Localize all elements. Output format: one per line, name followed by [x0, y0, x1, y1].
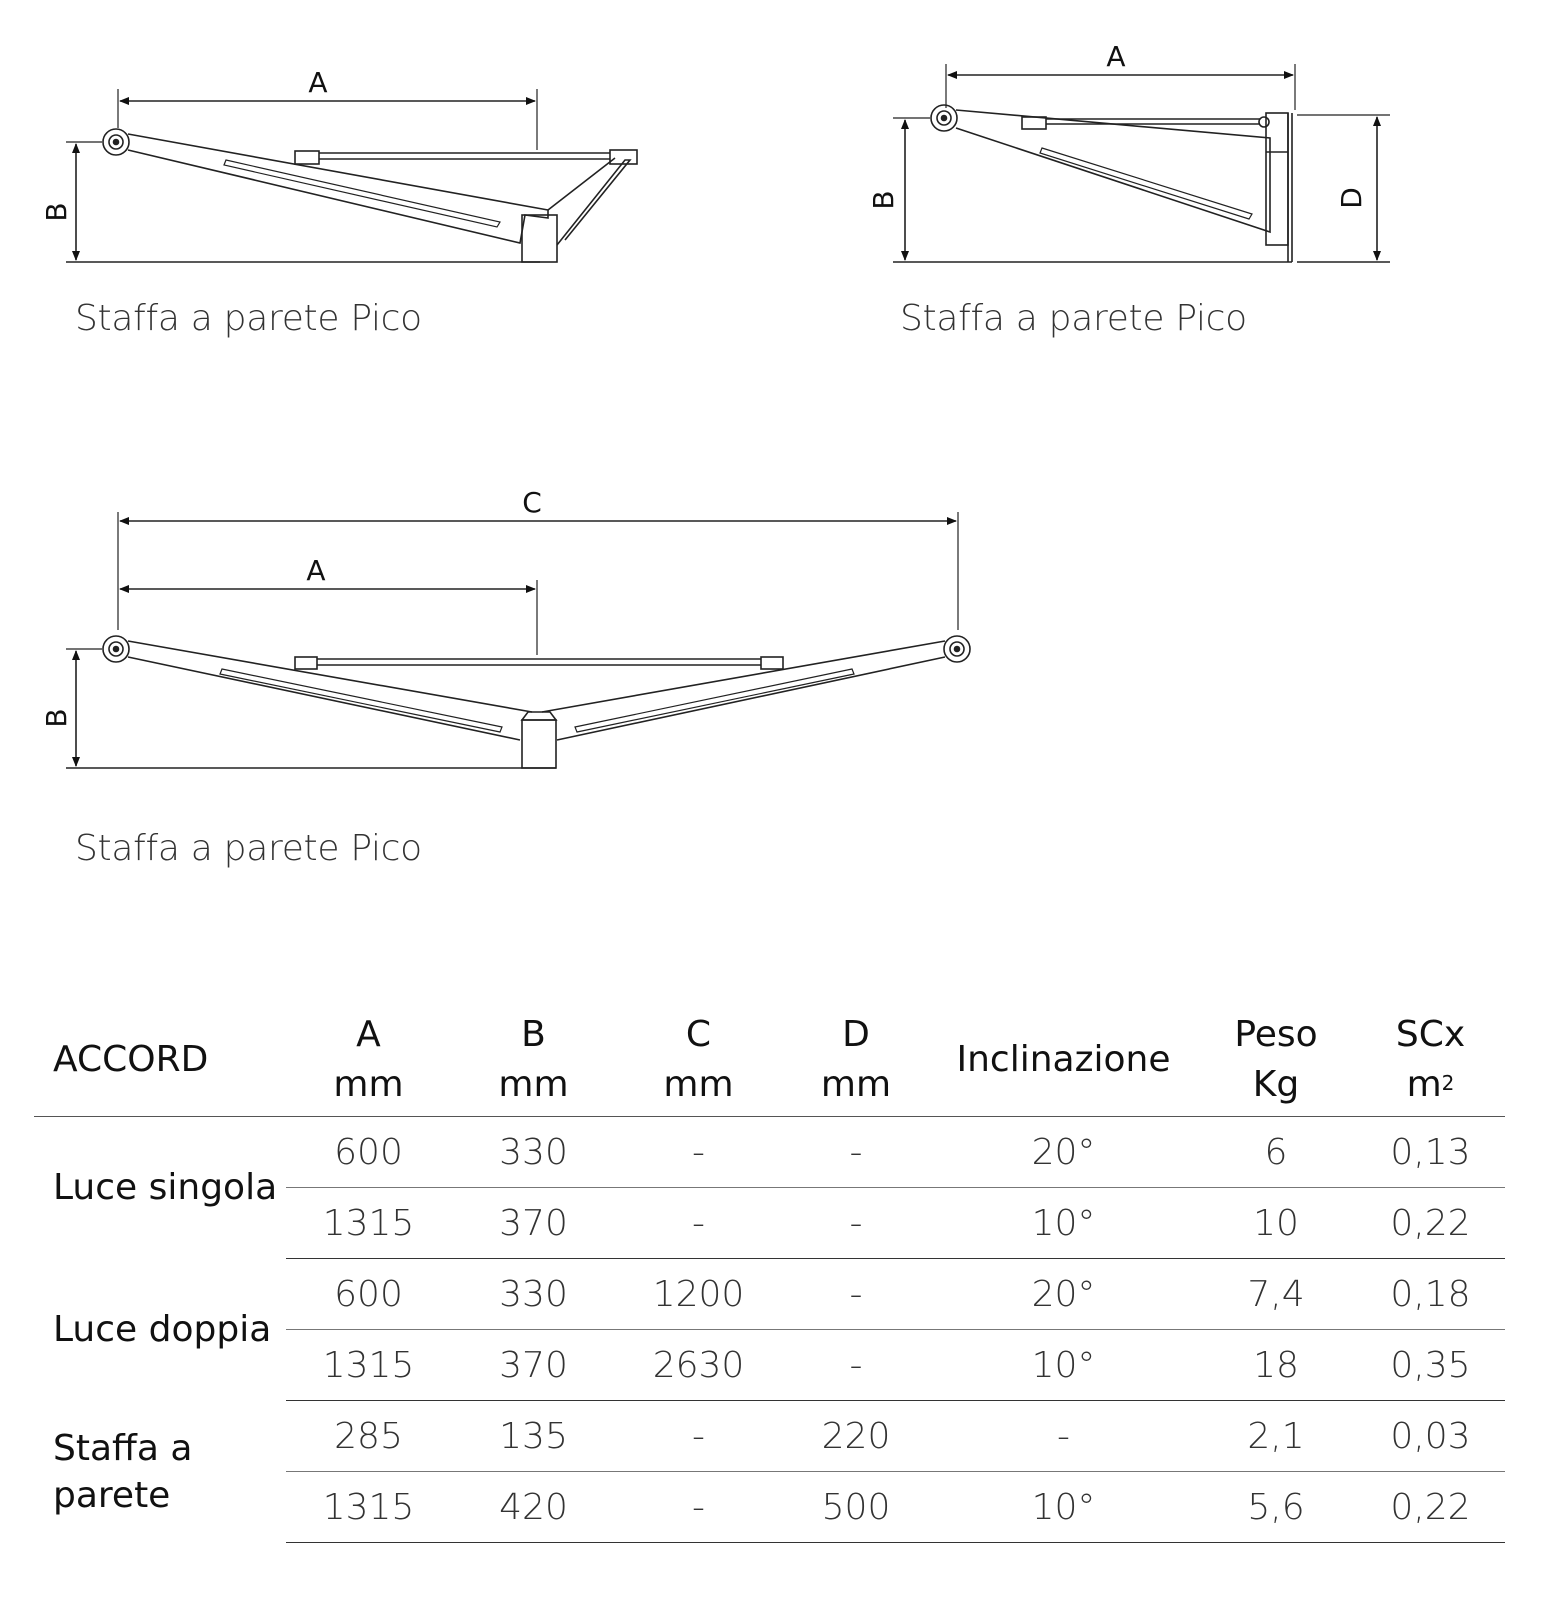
table-cell: - — [781, 1117, 931, 1188]
table-cell: 1315 — [286, 1472, 451, 1543]
caption-diagram-3: Staffa a parete Pico — [75, 828, 422, 869]
table-cell: - — [616, 1117, 781, 1188]
table-cell: 5,6 — [1196, 1472, 1356, 1543]
table-cell: 330 — [451, 1259, 616, 1330]
table-cell: - — [781, 1188, 931, 1259]
label-a: A — [306, 554, 326, 587]
header-inclination: Inclinazione — [931, 1010, 1196, 1117]
row-group-label: Luce singola — [53, 1167, 278, 1209]
table-cell: 0,22 — [1356, 1188, 1505, 1259]
table-cell: - — [616, 1472, 781, 1543]
table-cell: 1315 — [286, 1330, 451, 1401]
table-cell: 285 — [286, 1401, 451, 1472]
header-b: B mm — [451, 1010, 616, 1117]
table-cell: 2,1 — [1196, 1401, 1356, 1472]
header-weight: Peso Kg — [1196, 1010, 1356, 1117]
table-cell: - — [931, 1401, 1196, 1472]
bracket-arm-right — [542, 641, 945, 740]
label-c: C — [522, 486, 542, 519]
table-cell: 0,22 — [1356, 1472, 1505, 1543]
specification-table — [34, 1010, 1505, 1543]
table-cell: - — [616, 1401, 781, 1472]
table-cell: 7,4 — [1196, 1259, 1356, 1330]
bracket-arm — [128, 134, 548, 243]
label-b: B — [867, 190, 900, 210]
diagram-single-span — [66, 89, 637, 262]
row-group-label: Staffa a parete — [53, 1427, 193, 1516]
table-cell: 10° — [931, 1472, 1196, 1543]
table-cell: 0,03 — [1356, 1401, 1505, 1472]
base-block — [522, 720, 556, 768]
table-cell: 0,18 — [1356, 1259, 1505, 1330]
table-row — [34, 1117, 1505, 1188]
label-a: A — [308, 66, 328, 99]
diagram-wall-bracket — [893, 64, 1390, 262]
table-cell: 0,35 — [1356, 1330, 1505, 1401]
table-cell: 420 — [451, 1472, 616, 1543]
header-scx: SCx $m^2$ — [1356, 1010, 1505, 1117]
table-body — [34, 1117, 1505, 1543]
table-cell: 10° — [931, 1330, 1196, 1401]
label-b: B — [40, 202, 73, 222]
table-cell: - — [781, 1330, 931, 1401]
table-cell: 0,13 — [1356, 1117, 1505, 1188]
table-cell: 370 — [451, 1330, 616, 1401]
table-cell: 1200 — [616, 1259, 781, 1330]
table-row — [34, 1401, 1505, 1472]
label-d: D — [1335, 187, 1368, 209]
table-cell: 600 — [286, 1117, 451, 1188]
table-cell: - — [616, 1188, 781, 1259]
diagram-double-span — [66, 512, 970, 768]
header-d: D mm — [781, 1010, 931, 1117]
table-cell: 135 — [451, 1401, 616, 1472]
header-a: A mm — [286, 1010, 451, 1117]
table-cell: 1315 — [286, 1188, 451, 1259]
caption-diagram-1: Staffa a parete Pico — [75, 298, 422, 339]
table-header-row — [34, 1010, 1505, 1117]
table-cell: 10° — [931, 1188, 1196, 1259]
header-model: ACCORD — [34, 1010, 286, 1117]
table-cell: 220 — [781, 1401, 931, 1472]
table-row — [34, 1259, 1505, 1330]
header-c: C mm — [616, 1010, 781, 1117]
table-cell: 20° — [931, 1259, 1196, 1330]
row-group-label: Luce doppia — [53, 1309, 272, 1350]
table-cell: 10 — [1196, 1188, 1356, 1259]
table-cell: 370 — [451, 1188, 616, 1259]
table-cell: 500 — [781, 1472, 931, 1543]
label-a: A — [1106, 40, 1126, 73]
base-block — [522, 215, 557, 262]
table-cell: 2630 — [616, 1330, 781, 1401]
label-b: B — [40, 708, 73, 728]
bracket-arm-left — [128, 641, 532, 740]
bracket-arm — [956, 110, 1270, 232]
table-cell: 18 — [1196, 1330, 1356, 1401]
table-cell: 330 — [451, 1117, 616, 1188]
caption-diagram-2: Staffa a parete Pico — [900, 298, 1247, 339]
table-cell: - — [781, 1259, 931, 1330]
table-cell: 20° — [931, 1117, 1196, 1188]
table-cell: 6 — [1196, 1117, 1356, 1188]
table-cell: 600 — [286, 1259, 451, 1330]
